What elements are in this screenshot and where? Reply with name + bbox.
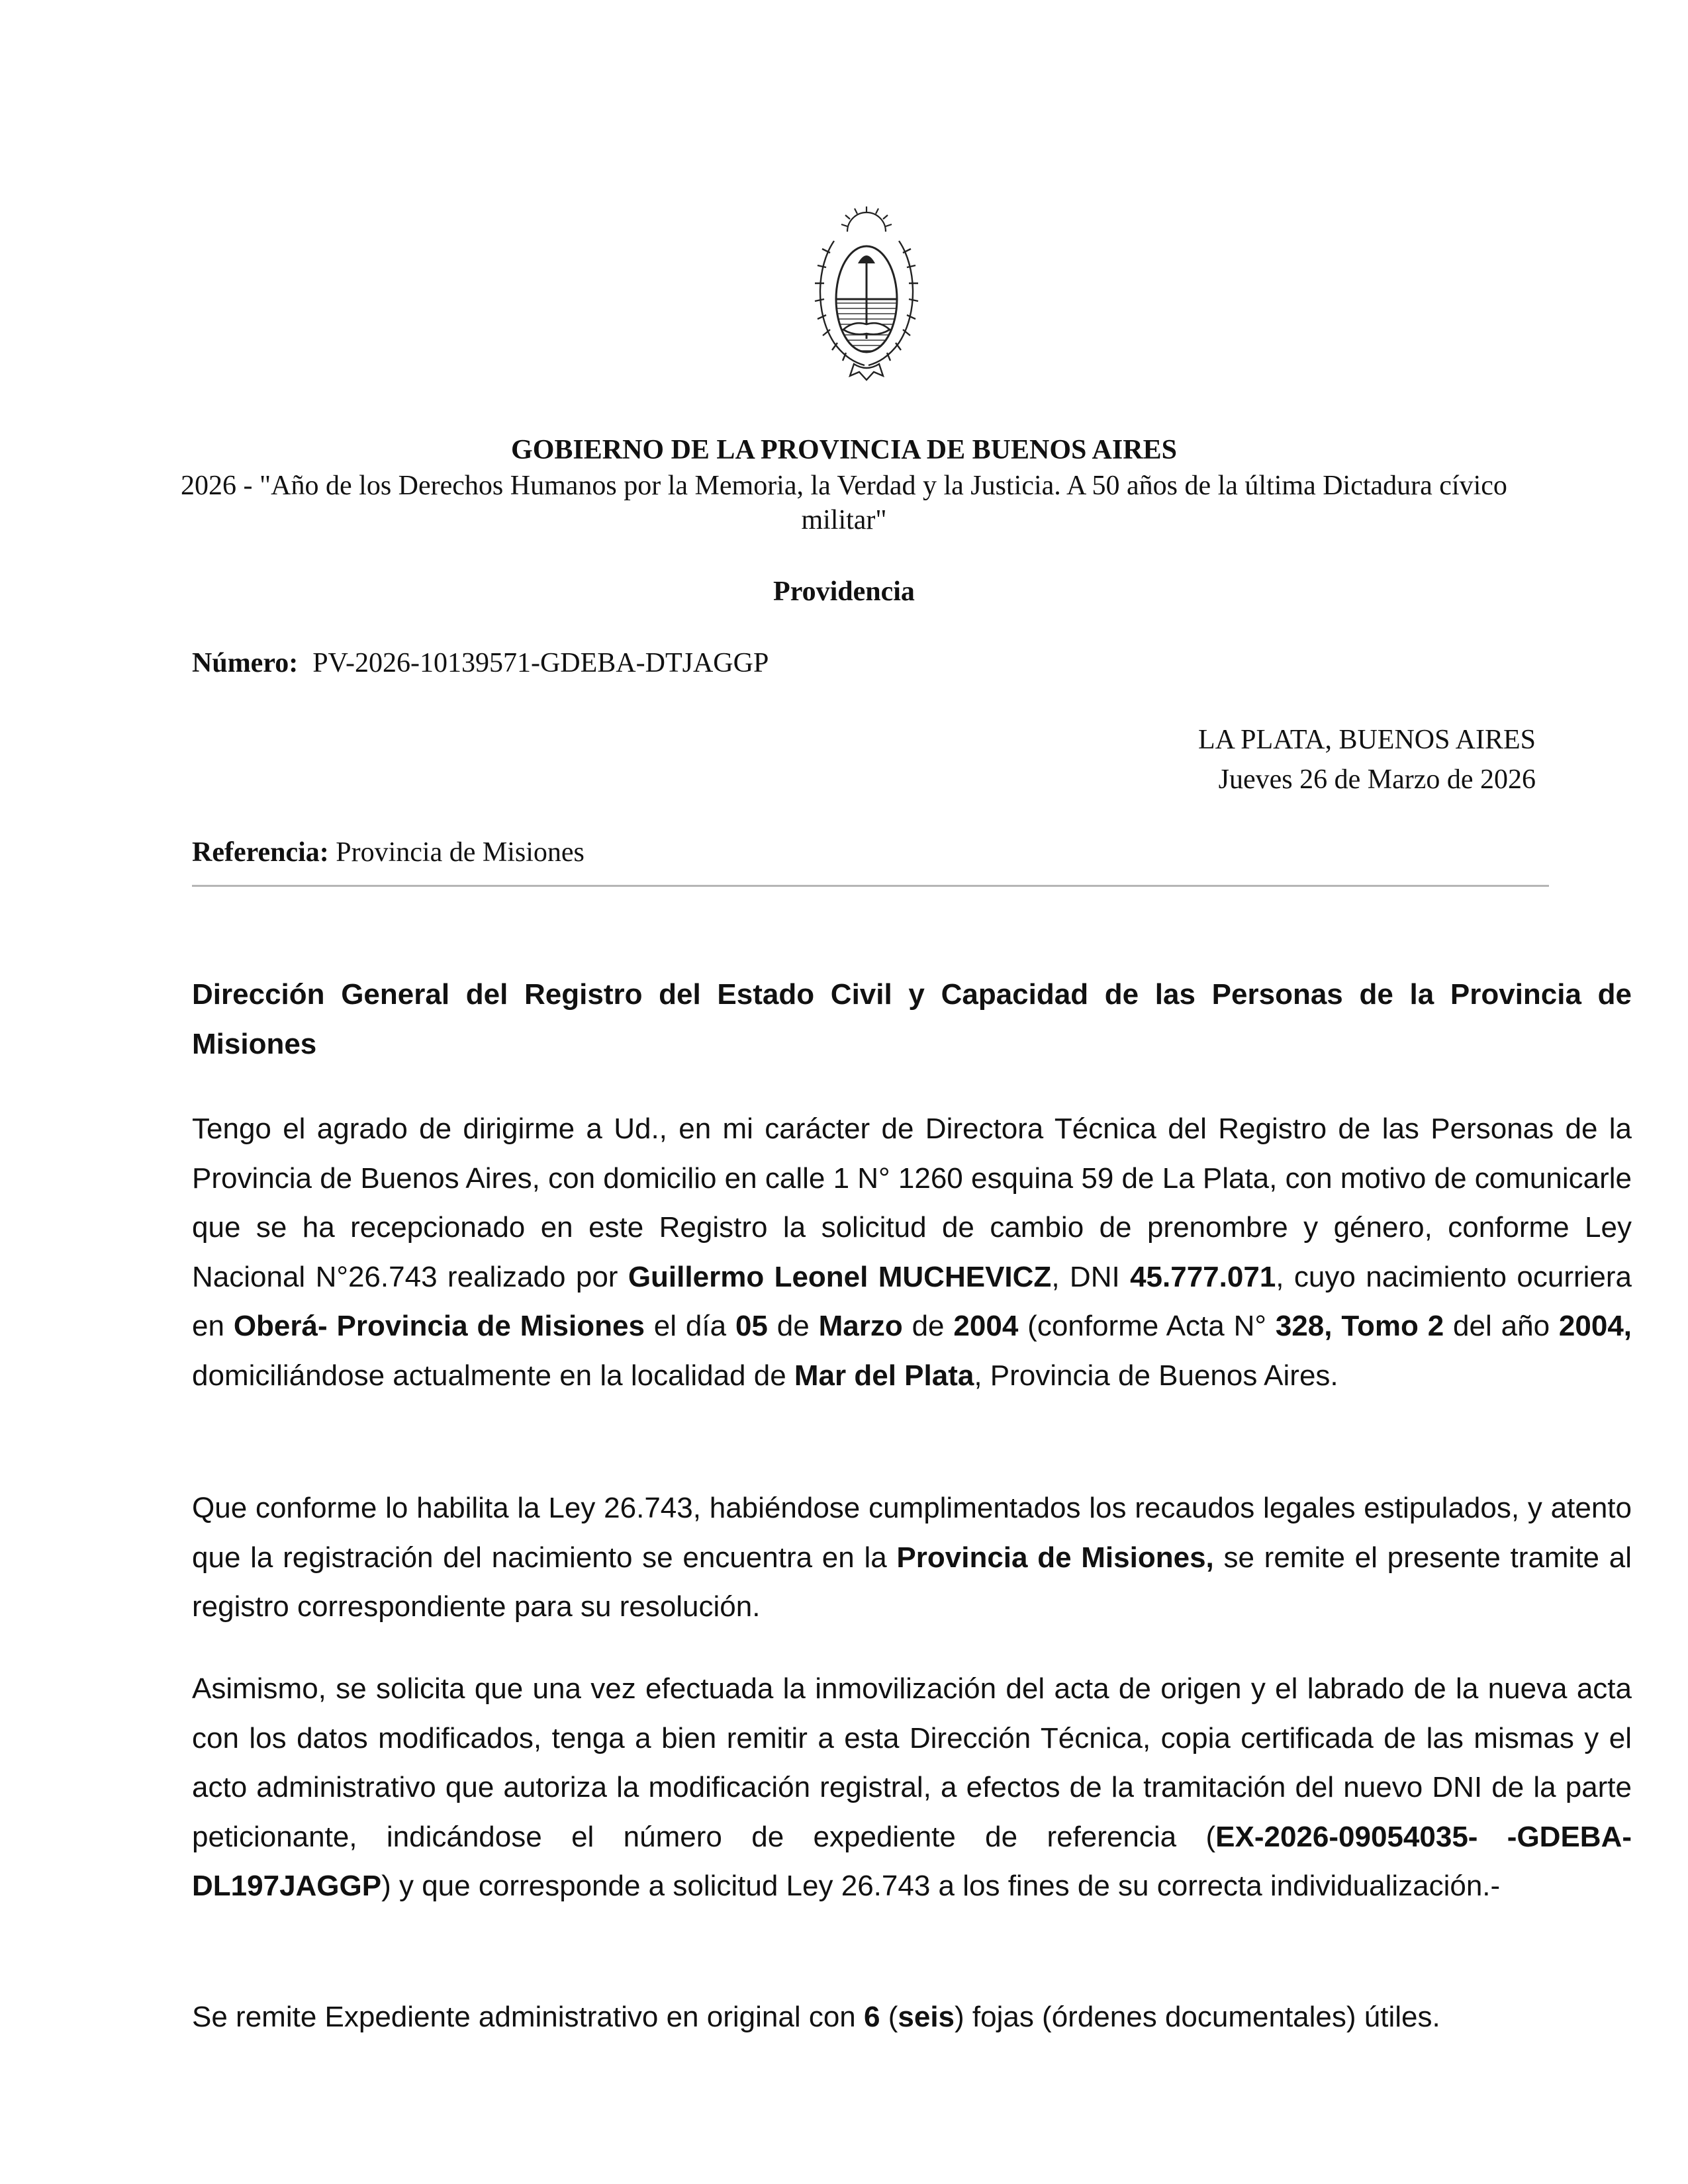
p1-text-6: de: [902, 1310, 954, 1342]
divider: [192, 885, 1549, 887]
reference-value: Provincia de Misiones: [336, 837, 585, 868]
p4-text-3: ) fojas (órdenes documentales) útiles.: [955, 2001, 1440, 2033]
p2-text-2: se remite el presente tramite al registro correspondiente para su resolución.: [192, 1541, 1632, 1623]
p1-text-8: del año: [1444, 1310, 1559, 1342]
p1-text-7: (conforme Acta N°: [1018, 1310, 1276, 1342]
p3-text-1: Asimismo, se solicita que una vez efectuada la inmovilización del acta de origen y el labrado de la nueva acta con los datos modificados, tenga a bien remitir a esta Dirección Técnica, copia certificada de las mismas y el acto administrativo que autoriza la modificación registral, a efectos de la tramitación del nuevo DNI de la parte peticionante, indicándose el número de expediente de referencia (: [192, 1672, 1632, 1853]
paragraph-3: [192, 1664, 1632, 1911]
p4-text-2: (: [880, 2001, 898, 2033]
acta-year: 2004,: [1558, 1310, 1632, 1342]
p2-text-1: Que conforme lo habilita la Ley 26.743, habiéndose cumplimentados los recaudos legales estipulados, y atento que la registración del nacimiento se encuentra en la: [192, 1492, 1632, 1574]
fojas-count: 6: [864, 2001, 880, 2033]
document-number-row: [192, 646, 769, 680]
date: Jueves 26 de Marzo de 2026: [1218, 764, 1536, 795]
birth-year: 2004: [953, 1310, 1019, 1342]
p3-text-2: ) y que corresponde a solicitud Ley 26.743 a los fines de su correcta individualización.-: [381, 1870, 1501, 1902]
place: LA PLATA, BUENOS AIRES: [1197, 725, 1536, 755]
paragraph-4: [192, 1993, 1632, 2042]
number-value: PV-2026-10139571-GDEBA-DTJAGGP: [312, 648, 769, 678]
reference-label: Referencia:: [192, 837, 329, 868]
p1-text-2: , DNI: [1051, 1260, 1131, 1293]
fojas-count-words: seis: [898, 2001, 955, 2033]
p1-text-4: el día: [644, 1310, 735, 1342]
acta-number: 328, Tomo 2: [1275, 1310, 1444, 1342]
applicant-dni: 45.777.071: [1130, 1260, 1276, 1293]
coat-of-arms-icon: [808, 206, 925, 382]
p1-text-1: Tengo el agrado de dirigirme a Ud., en mi carácter de Directora Técnica del Registro de las Personas de la Provincia de Buenos Aires, con domicilio en calle 1 N° 1260 esquina 59 de La Plata, con motivo de comunicarle que se ha recepcionado en este Registro la solicitud de cambio de prenombre y género, conforme Ley Nacional N°26.743 realizado por: [192, 1113, 1632, 1293]
p4-text-1: Se remite Expediente administrativo en original con: [192, 2001, 864, 2033]
expediente-number: EX-2026-09054035- -GDEBA-DL197JAGGP: [192, 1820, 1632, 1902]
paragraph-1: [192, 1105, 1632, 1400]
paragraph-2: [192, 1484, 1632, 1632]
birth-month: Marzo: [818, 1310, 903, 1342]
p1-text-5: de: [767, 1310, 819, 1342]
province: Provincia de Misiones,: [896, 1541, 1214, 1574]
locality: Mar del Plata: [794, 1359, 974, 1392]
year-motto: 2026 - "Año de los Derechos Humanos por la Memoria, la Verdad y la Justicia. A 50 años de la última Dictadura cívico militar": [181, 471, 1507, 535]
applicant-name: Guillermo Leonel MUCHEVICZ: [628, 1260, 1052, 1293]
addressee: Dirección General del Registro del Estado Civil y Capacidad de las Personas de la Provincia de Misiones: [192, 978, 1632, 1060]
document-type: Providencia: [773, 576, 915, 607]
birthplace: Oberá- Provincia de Misiones: [233, 1310, 645, 1342]
birth-day: 05: [735, 1310, 768, 1342]
p1-text-10: , Provincia de Buenos Aires.: [974, 1359, 1338, 1392]
government-title: GOBIERNO DE LA PROVINCIA DE BUENOS AIRES: [511, 435, 1177, 465]
p1-text-3: , cuyo nacimiento ocurriera en: [192, 1260, 1632, 1342]
p1-text-9: domiciliándose actualmente en la localidad de: [192, 1359, 794, 1392]
number-label: Número:: [192, 648, 299, 678]
reference-row: [192, 835, 585, 870]
